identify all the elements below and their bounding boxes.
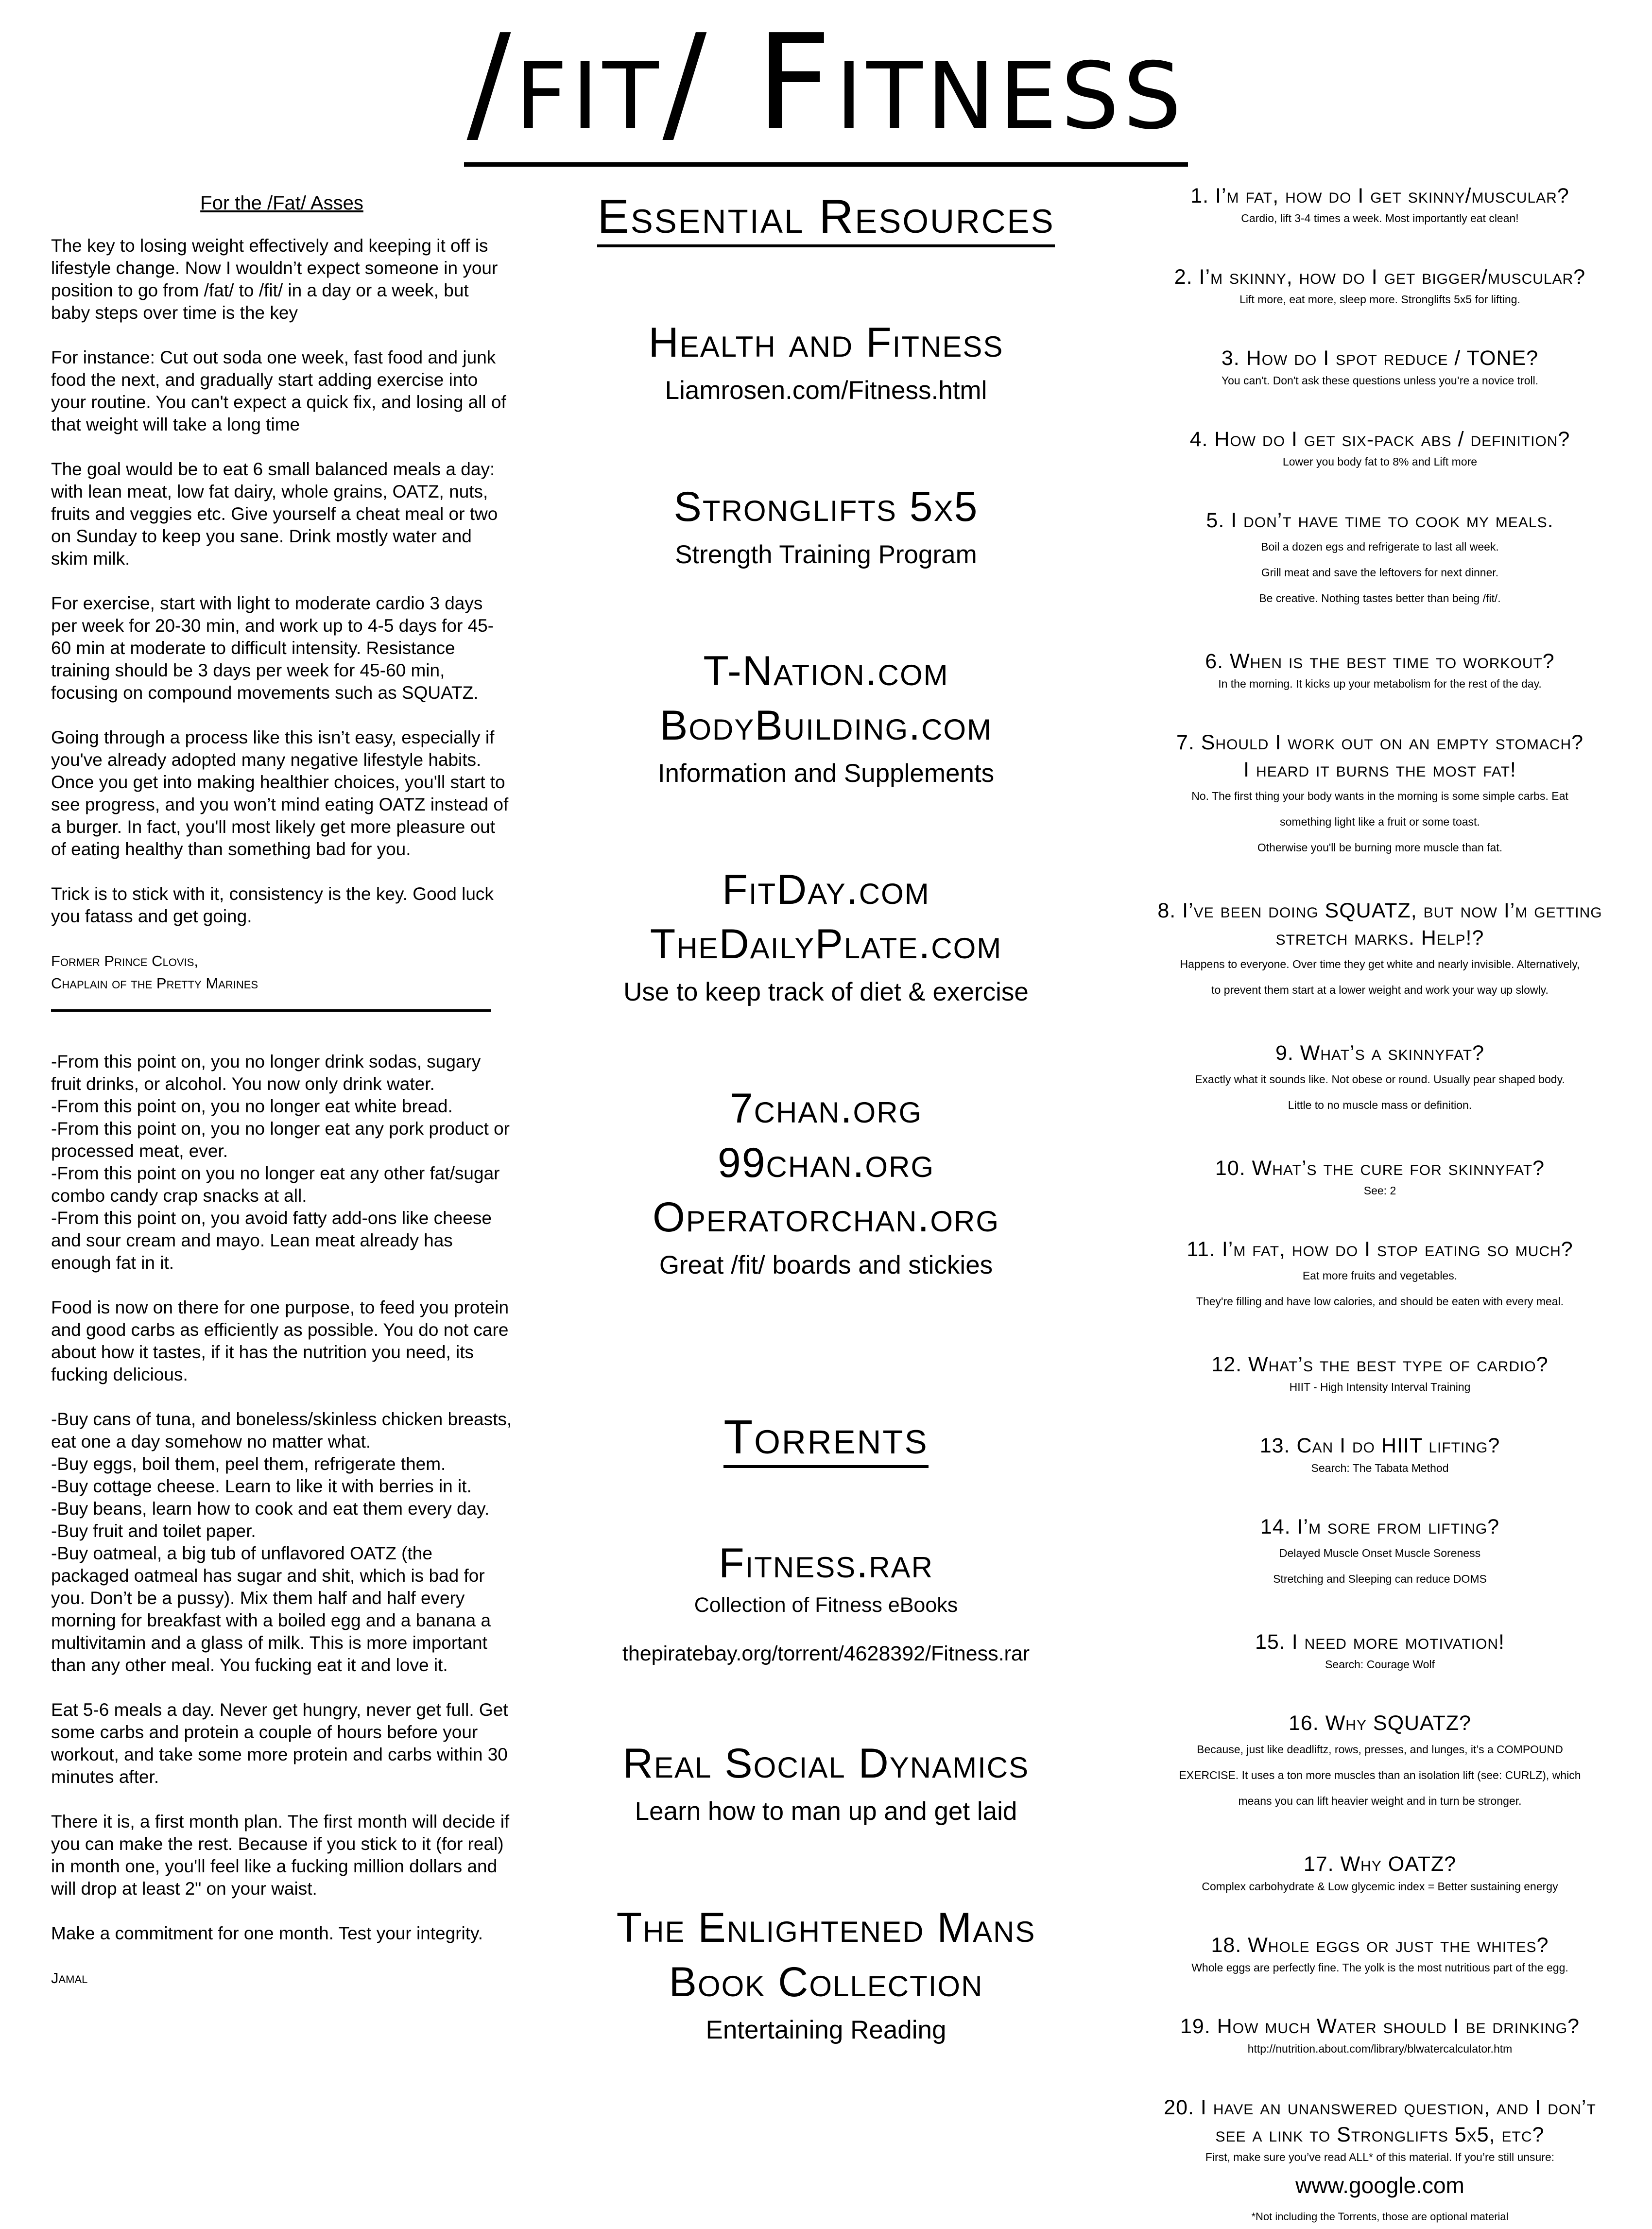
commitment-paragraph: Make a commitment for one month. Test your integrity.: [51, 1923, 483, 1943]
faq-answer: First, make sure you’ve read ALL* of this material. If you’re still unsure:: [1205, 2151, 1555, 2163]
faq-answer: Search: The Tabata Method: [1311, 1462, 1449, 1474]
resource-subtitle: Learn how to man up and get laid: [635, 1797, 1017, 1826]
faq-answer: Lift more, eat more, sleep more. Stronglifts 5x5 for lifting.: [1239, 293, 1520, 306]
faq-question: 3. How do I spot reduce / TONE?: [1221, 346, 1539, 370]
resource-title: Operatorchan.org: [653, 1194, 999, 1241]
faq-item: [1137, 1039, 1623, 1118]
faq-item: [1137, 1628, 1623, 1673]
resource-tnation: [539, 644, 1113, 795]
faq-question: 15. I need more motivation!: [1255, 1630, 1505, 1654]
left-heading: For the /Fat/ Asses: [200, 192, 363, 214]
faq-answer: See: 2: [1363, 1184, 1396, 1197]
faq-answer: Complex carbohydrate & Low glycemic index = Better sustaining energy: [1202, 1880, 1558, 1893]
resource-subtitle: Great /fit/ boards and stickies: [659, 1251, 993, 1279]
faq-question: 2. I’m skinny, how do I get bigger/muscular?: [1174, 265, 1586, 289]
faq-item: [1137, 182, 1623, 227]
faq-question: 5. I don’t have time to cook my meals.: [1206, 509, 1554, 532]
resource-subtitle: Entertaining Reading: [706, 2016, 946, 2044]
paragraph: The goal would be to eat 6 small balanced meals a day: with lean meat, low fat dairy, whole grains, OATZ, nuts, fruits and veggies etc. Give yourself a cheat meal or two on Sunday to keep you sane. Drink mostly water and skim milk.: [51, 459, 498, 569]
resource-title: 7chan.org: [729, 1085, 923, 1132]
faq-item: [1137, 1932, 1623, 1976]
resource-title: Health and Fitness: [648, 319, 1004, 366]
resource-title: Fitness.rar: [719, 1540, 933, 1587]
resource-title: BodyBuilding.com: [660, 702, 992, 749]
rules-list: -From this point on, you no longer drink sodas, sugary fruit drinks, or alcohol. You now only drink water. -From this point on, you no longer eat white bread. -From this point on, you no longer eat any pork product or processed meat, ever. -From this point on you no longer eat any other fat/sugar combo candy crap snacks at all. -From this point on, you avoid fatty add-ons like cheese and sour cream and mayo. Lean meat already has enough fat in it.: [51, 1052, 510, 1273]
faq-question: 4. How do I get six-pack abs / definition?: [1189, 428, 1570, 451]
signature-line: Former Prince Clovis,: [51, 952, 198, 969]
signature: [51, 950, 513, 995]
faq-item: [1137, 729, 1623, 861]
faq-question: 13. Can I do HIIT lifting?: [1259, 1434, 1500, 1457]
faq-question: 12. What’s the best type of cardio?: [1211, 1353, 1549, 1376]
faq-answer: In the morning. It kicks up your metabolism for the rest of the day.: [1218, 677, 1542, 690]
faq-answer: Cardio, lift 3-4 times a week. Most importantly eat clean!: [1241, 212, 1519, 225]
faq-answer: Happens to everyone. Over time they get white and nearly invisible. Alternatively, to prevent them start at a lower weight and work your way up slowly.: [1180, 958, 1580, 996]
faq-item: [1137, 263, 1623, 308]
torrent-book-collection: [539, 1901, 1113, 2051]
paragraph: Going through a process like this isn’t easy, especially if you've already adopted many negative lifestyle habits. Once you get into making healthier choices, you'll start to see progress, and you won’t mind eating OATZ instead of a burger. In fact, you'll most likely get more pleasure out of eating healthy than something bad for you.: [51, 727, 509, 859]
resource-subtitle: Strength Training Program: [675, 540, 977, 569]
faq-question: 19. How much Water should I be drinking?: [1180, 2015, 1580, 2038]
faq-item: [1137, 507, 1623, 611]
torrent-rsd: [539, 1736, 1113, 1832]
faq-item: [1137, 426, 1623, 470]
faq-answer: Delayed Muscle Onset Muscle Soreness Stretching and Sleeping can reduce DOMS: [1273, 1547, 1487, 1585]
resource-chans: [539, 1081, 1113, 1286]
resource-subtitle: Liamrosen.com/Fitness.html: [665, 376, 987, 405]
torrent-link[interactable]: thepiratebay.org/torrent/4628392/Fitness.rar: [622, 1642, 1030, 1665]
faq-question: 11. I’m fat, how do I stop eating so much?: [1187, 1238, 1573, 1261]
faq-answer: Search: Courage Wolf: [1325, 1658, 1435, 1671]
shopping-list: -Buy cans of tuna, and boneless/skinless chicken breasts, eat one a day somehow no matter what. -Buy eggs, boil them, peel them, refrigerate them. -Buy cottage cheese. Learn to like it with berries in it. -Buy beans, learn how to cook and eat them every day. -Buy fruit and toilet paper. -Buy oatmeal, a big tub of unflavored OATZ (the packaged oatmeal has sugar and shit, which is bad for you. Don’t be a pussy). Mix them half and half every morning for breakfast with a boiled egg and a banana a multivitamin and a glass of milk. This is more important than any other meal. You fucking eat it and love it.: [51, 1409, 512, 1675]
torrents-heading: Torrents: [723, 1413, 928, 1468]
faq-answer: You can't. Don't ask these questions unless you’re a novice troll.: [1221, 374, 1539, 387]
resource-health-fitness: [539, 315, 1113, 412]
resource-title: 99chan.org: [717, 1140, 935, 1186]
paragraph: Trick is to stick with it, consistency is the key. Good luck you fatass and get going.: [51, 884, 494, 926]
middle-column: [539, 192, 1113, 2119]
faq-question: 7. Should I work out on an empty stomach? I heard it burns the most fat!: [1176, 731, 1584, 781]
resource-title: TheDailyPlate.com: [650, 921, 1002, 968]
faq-answer: Eat more fruits and vegetables. They're filling and have low calories, and should be eaten with every meal.: [1196, 1269, 1564, 1308]
faq-item: [1137, 2013, 1623, 2057]
faq-question: 14. I’m sore from lifting?: [1260, 1515, 1500, 1538]
faq-question: 6. When is the best time to workout?: [1205, 650, 1555, 673]
faq-answer: Exactly what it sounds like. Not obese or round. Usually pear shaped body. Little to no muscle mass or definition.: [1195, 1073, 1565, 1111]
resource-stronglifts: [539, 480, 1113, 576]
faq-item: [1137, 1155, 1623, 1199]
left-column: [51, 192, 513, 1989]
torrent-fitness-rar: [539, 1536, 1113, 1668]
faq-answer: Boil a dozen egs and refrigerate to last all week. Grill meat and save the leftovers for next dinner. Be creative. Nothing tastes better than being /fit/.: [1259, 540, 1501, 605]
faq-item: [1137, 648, 1623, 692]
google-link[interactable]: www.google.com: [1295, 2173, 1464, 2198]
paragraph: The key to losing weight effectively and keeping it off is lifestyle change. Now I wouldn’t expect someone in your position to go from /fat/ to /fit/ in a day or a week, but baby steps over time is the key: [51, 236, 498, 323]
resource-subtitle: Information and Supplements: [657, 759, 995, 788]
resource-subtitle: Use to keep track of diet & exercise: [623, 978, 1029, 1006]
faq-question: 10. What’s the cure for skinnyfat?: [1215, 1157, 1545, 1180]
footnote: *Not including the Torrents, those are optional material: [1251, 2211, 1509, 2223]
faq-item: [1137, 1850, 1623, 1895]
resource-title: Book Collection: [669, 1959, 983, 2005]
paragraph: For exercise, start with light to moderate cardio 3 days per week for 20-30 min, and work up to 4-5 days for 45-60 min at moderate to difficult intensity. Resistance training should be 3 days per week for 45-60 min, focusing on compound movements such as SQUATZ.: [51, 593, 494, 703]
faq-question: 1. I’m fat, how do I get skinny/muscular?: [1190, 184, 1569, 207]
essential-resources-heading: Essential Resources: [597, 192, 1054, 247]
faq-question: 17. Why OATZ?: [1303, 1852, 1457, 1876]
faq-item: [1137, 1236, 1623, 1314]
meals-paragraph: Eat 5-6 meals a day. Never get hungry, never get full. Get some carbs and protein a couple of hours before your workout, and take some more protein and carbs within 30 minutes after.: [51, 1700, 508, 1787]
section-divider: [51, 1009, 491, 1012]
faq-answer: No. The first thing your body wants in the morning is some simple carbs. Eat something light like a fruit or some toast. Otherwise you'll be burning more muscle than fat.: [1191, 790, 1568, 854]
faq-item: [1137, 345, 1623, 389]
resource-title: Real Social Dynamics: [622, 1740, 1030, 1787]
faq-item: [1137, 897, 1623, 1003]
faq-question: 9. What’s a skinnyfat?: [1275, 1041, 1485, 1065]
faq-answer: HIIT - High Intensity Interval Training: [1289, 1381, 1471, 1393]
resource-title: The Enlightened Mans: [616, 1904, 1036, 1951]
page-header: [0, 6, 1652, 167]
resource-title: T-Nation.com: [703, 648, 949, 694]
faq-column: [1137, 182, 1623, 2229]
resource-title: Stronglifts 5x5: [673, 484, 979, 530]
resource-title: FitDay.com: [722, 866, 930, 913]
faq-item: [1137, 1513, 1623, 1592]
faq-answer: Because, just like deadliftz, rows, presses, and lunges, it’s a COMPOUND EXERCISE. It uses a ton more muscles than an isolation lift (see: CURLZ), which means you can lift heavier weight and in turn be stronger.: [1179, 1743, 1581, 1807]
faq-item: [1137, 1710, 1623, 1814]
plan-paragraph: There it is, a first month plan. The first month will decide if you can make the rest. Because if you stick to it (for real) in month one, you'll feel like a fucking million dollars and will drop at least 2" on your waist.: [51, 1812, 510, 1899]
faq-item: [1137, 1351, 1623, 1396]
page-title: /fit/ Fitness: [464, 10, 1188, 167]
resource-subtitle: Collection of Fitness eBooks: [694, 1593, 958, 1617]
resource-fitday: [539, 863, 1113, 1013]
faq-answer: Whole eggs are perfectly fine. The yolk is the most nutritious part of the egg.: [1191, 1961, 1568, 1974]
signature-line: Chaplain of the Pretty Marines: [51, 975, 258, 992]
faq-answer[interactable]: http://nutrition.about.com/library/blwatercalculator.htm: [1247, 2042, 1513, 2055]
faq-item: [1137, 2094, 1623, 2229]
paragraph: For instance: Cut out soda one week, fast food and junk food the next, and gradually start adding exercise into your routine. You can't expect a quick fix, and losing all of that weight will take a long time: [51, 347, 506, 434]
faq-question: 18. Whole eggs or just the whites?: [1211, 1934, 1549, 1957]
faq-question: 16. Why SQUATZ?: [1288, 1711, 1472, 1735]
faq-item: [1137, 1432, 1623, 1477]
faq-question: 8. I’ve been doing SQUATZ, but now I’m getting stretch marks. Help!?: [1157, 899, 1602, 950]
food-paragraph: Food is now on there for one purpose, to feed you protein and good carbs as efficiently as possible. You do not care about how it tastes, if it has the nutrition you need, its fucking delicious.: [51, 1297, 509, 1384]
signature-jamal: Jamal: [51, 1970, 88, 1987]
faq-answer: Lower you body fat to 8% and Lift more: [1282, 455, 1478, 468]
faq-question: 20. I have an unanswered question, and I don’t see a link to Stronglifts 5x5, etc?: [1164, 2096, 1596, 2146]
